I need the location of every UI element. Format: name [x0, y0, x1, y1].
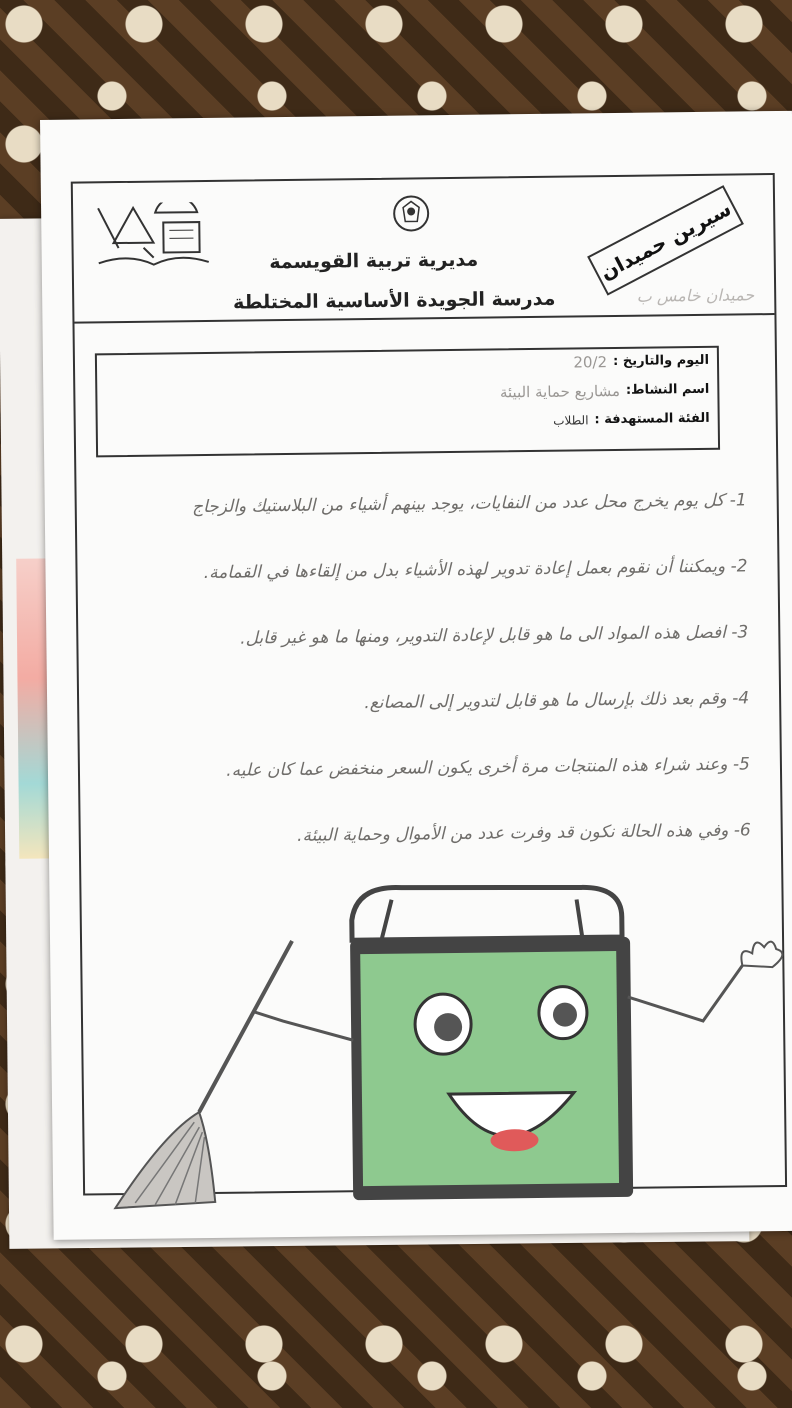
- date-label: اليوم والتاريخ :: [612, 352, 710, 370]
- activity-value: مشاريع حماية البيئة: [499, 381, 621, 401]
- step-line: 5- وعند شراء هذه المنتجات مرة أخرى يكون السعر منخفض عما كان عليه.: [226, 754, 751, 781]
- recycle-bin-drawing: [101, 875, 792, 1224]
- target-value: الطلاب: [553, 412, 589, 428]
- activity-label: اسم النشاط:: [625, 381, 710, 398]
- step-line: 3- افصل هذه المواد الى ما هو قابل لإعادة التدوير، ومنها ما هو غير قابل.: [240, 622, 749, 649]
- step-line: 2- ويمكننا أن نقوم بعمل إعادة تدوير لهذه الأشياء بدل من إلقاءها في القمامة.: [203, 556, 748, 584]
- handwritten-steps: [67, 485, 752, 889]
- jordan-emblem-icon: [391, 193, 431, 233]
- info-fields: [89, 346, 710, 441]
- page-frame: [71, 173, 787, 1196]
- directorate-name: مديرية تربية القويسمة: [269, 248, 479, 274]
- faded-bleedthrough-text: حميدان خامس ب: [636, 285, 755, 306]
- step-line: 4- وقم بعد ذلك بإرسال ما هو قابل لتدوير إلى المصانع.: [364, 688, 750, 714]
- step-line: 1- كل يوم يخرج محل عدد من النفايات، يوجد بينهم أشياء من البلاستيك والزجاج: [191, 490, 747, 518]
- worksheet: [40, 111, 792, 1240]
- broom-drawing: [112, 941, 295, 1208]
- trash-bin-drawing: [251, 883, 785, 1202]
- target-label: الفئة المستهدفة :: [594, 410, 710, 428]
- school-name: مدرسة الجويدة الأساسية المختلطة: [232, 287, 556, 314]
- date-value: 20/2: [573, 352, 608, 372]
- step-line: 6- وفي هذه الحالة نكون قد وفرت عدد من الأموال وحماية البيئة.: [296, 820, 751, 846]
- header-divider: [74, 313, 774, 324]
- student-name-stamp: سيرين حميدان: [587, 185, 744, 296]
